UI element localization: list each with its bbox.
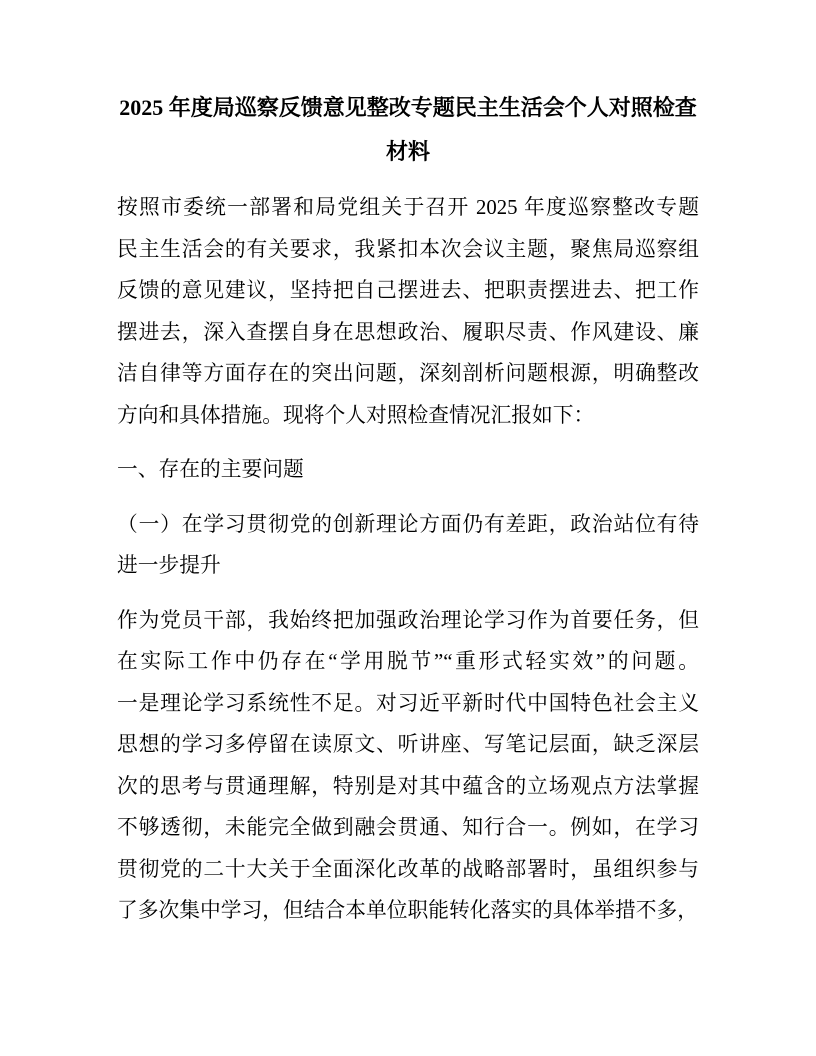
paragraph-line: 作为党员干部，我始终把加强政治理论学习作为首要任务，但	[117, 609, 699, 632]
intro-paragraph	[117, 188, 699, 437]
paragraph-line: 一是理论学习系统性不足。对习近平新时代中国特色社会主义	[117, 692, 699, 715]
section-heading	[117, 450, 699, 492]
subsection-heading-line: 进一步提升	[117, 555, 221, 577]
document-title-line-1: 2025 年度局巡察反馈意见整改专题民主生活会个人对照检查	[119, 95, 697, 120]
paragraph-line: 思想的学习多停留在读原文、听讲座、写笔记层面，缺乏深层	[117, 734, 699, 756]
paragraph-line: 反馈的意见建议，坚持把自己摆进去、把职责摆进去、把工作	[117, 280, 699, 302]
paragraph-line: 在实际工作中仍存在“学用脱节”“重形式轻实效”的问题。	[117, 651, 699, 673]
paragraph-line: 按照市委统一部署和局党组关于召开 2025 年度巡察整改专题	[117, 197, 699, 219]
paragraph-line: 不够透彻，未能完全做到融会贯通、知行合一。例如，在学习	[117, 817, 699, 839]
paragraph-line: 方向和具体措施。现将个人对照检查情况汇报如下：	[117, 404, 595, 427]
document-title	[117, 86, 699, 174]
paragraph-line: 次的思考与贯通理解，特别是对其中蕴含的立场观点方法掌握	[117, 775, 699, 798]
subsection-heading-line: （一）在学习贯彻党的创新理论方面仍有差距，政治站位有待	[117, 513, 699, 536]
paragraph-line: 洁自律等方面存在的突出问题，深刻剖析问题根源，明确整改	[117, 363, 699, 385]
paragraph-line: 摆进去，深入查摆自身在思想政治、履职尽责、作风建设、廉	[117, 321, 699, 344]
document-title-line-2: 材料	[385, 139, 430, 164]
section-heading-line: 一、存在的主要问题	[117, 459, 304, 481]
paragraph-line: 贯彻党的二十大关于全面深化改革的战略部署时，虽组织参与	[117, 858, 699, 881]
paragraph-line: 了多次集中学习，但结合本单位职能转化落实的具体举措不多，	[117, 900, 699, 922]
subsection-heading	[117, 505, 699, 588]
body-paragraph	[117, 601, 699, 933]
paragraph-line: 民主生活会的有关要求，我紧扣本次会议主题，聚焦局巡察组	[117, 238, 699, 261]
